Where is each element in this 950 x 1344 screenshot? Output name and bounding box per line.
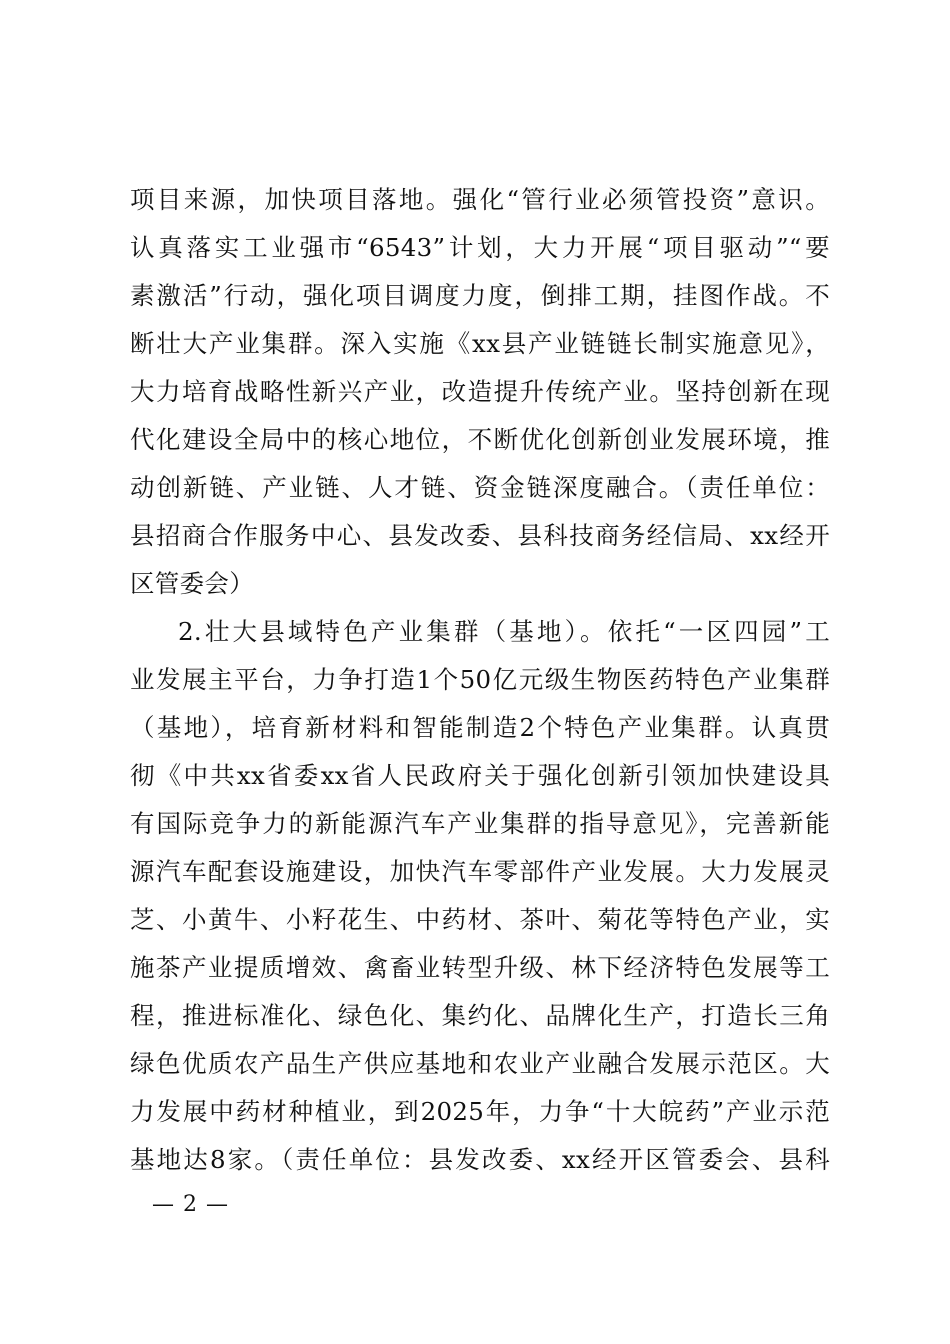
text-line-1: 项目来源，加快项目落地。强化“管行业必须管投资”意识。 xyxy=(130,185,830,214)
text-line-19: 绿色优质农产品生产供应基地和农业产业融合发展示范区。大 xyxy=(130,1049,830,1078)
text-line-5: 大力培育战略性新兴产业，改造提升传统产业。坚持创新在现 xyxy=(130,377,830,406)
text-line-4: 断壮大产业集群。深入实施《xx县产业链链长制实施意见》， xyxy=(130,329,830,358)
text-line-11: 业发展主平台，力争打造1个50亿元级生物医药特色产业集群 xyxy=(130,665,830,694)
text-line-2: 认真落实工业强市“6543”计划，大力开展“项目驱动”“要 xyxy=(130,233,830,262)
text-line-21: 基地达8家。（责任单位：县发改委、xx经开区管委会、县科 xyxy=(130,1145,830,1174)
text-line-15: 源汽车配套设施建设，加快汽车零部件产业发展。大力发展灵 xyxy=(130,857,830,886)
text-line-8: 县招商合作服务中心、县发改委、县科技商务经信局、xx经开 xyxy=(130,521,830,550)
text-line-14: 有国际竞争力的新能源汽车产业集群的指导意见》，完善新能 xyxy=(130,809,830,838)
text-line-16: 芝、小黄牛、小籽花生、中药材、茶叶、菊花等特色产业，实 xyxy=(130,905,830,934)
text-line-7: 动创新链、产业链、人才链、资金链深度融合。（责任单位： xyxy=(130,473,830,502)
text-line-12: （基地），培育新材料和智能制造2个特色产业集群。认真贯 xyxy=(130,713,830,742)
text-line-10: 2.壮大县域特色产业集群（基地）。依托“一区四园”工 xyxy=(178,617,830,646)
text-line-18: 程，推进标准化、绿色化、集约化、品牌化生产，打造长三角 xyxy=(130,1001,830,1030)
text-line-13: 彻《中共xx省委xx省人民政府关于强化创新引领加快建设具 xyxy=(130,761,830,790)
text-line-9: 区管委会） xyxy=(130,569,254,598)
text-line-20: 力发展中药材种植业，到2025年，力争“十大皖药”产业示范 xyxy=(130,1097,830,1126)
text-line-6: 代化建设全局中的核心地位，不断优化创新创业发展环境，推 xyxy=(130,425,830,454)
page-number: — 2 — xyxy=(152,1192,229,1217)
text-line-17: 施茶产业提质增效、禽畜业转型升级、林下经济特色发展等工 xyxy=(130,953,830,982)
text-line-3: 素激活”行动，强化项目调度力度，倒排工期，挂图作战。不 xyxy=(130,281,830,310)
